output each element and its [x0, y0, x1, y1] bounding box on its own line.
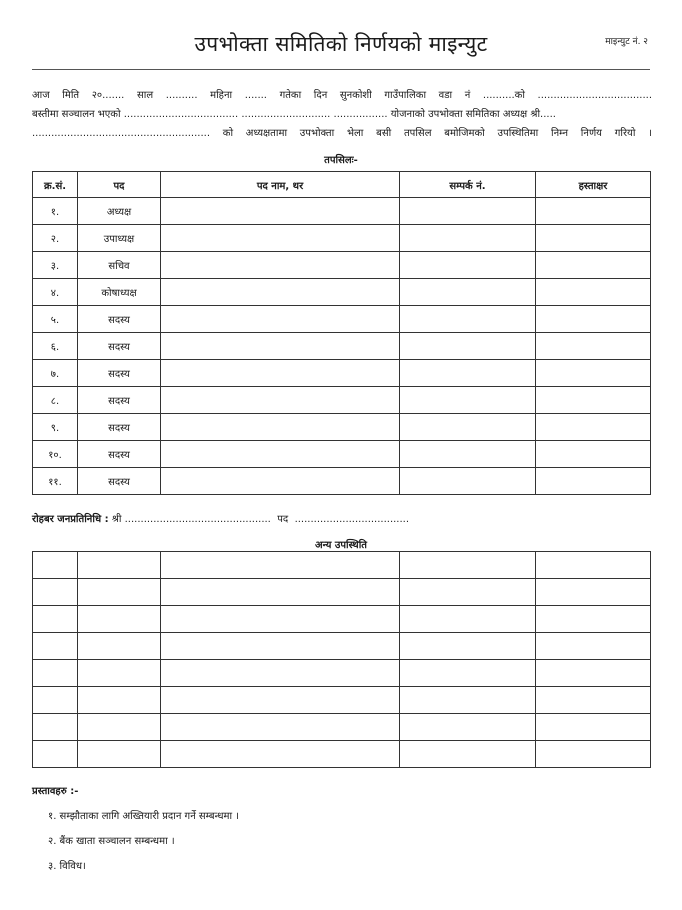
- row-contact-cell: [400, 387, 536, 414]
- intro-paragraph: [32, 86, 652, 143]
- table-row: [33, 468, 651, 495]
- row-post: सदस्य: [78, 306, 161, 333]
- empty-cell: [78, 552, 161, 579]
- proposal-item-3: ३. विविध।: [48, 861, 86, 872]
- table-row: [33, 279, 651, 306]
- table-row: [33, 198, 651, 225]
- minute-number: माइन्युट नं. २: [605, 37, 648, 47]
- table-row: [33, 606, 651, 633]
- row-name-cell: [161, 468, 400, 495]
- empty-cell: [33, 633, 78, 660]
- row-post: सदस्य: [78, 360, 161, 387]
- empty-cell: [536, 714, 651, 741]
- table-row: [33, 225, 651, 252]
- title-divider: [32, 69, 650, 70]
- row-sn: ४.: [33, 279, 78, 306]
- empty-cell: [33, 606, 78, 633]
- other-attendance-heading: अन्य उपस्थिति: [315, 540, 367, 551]
- row-sn: ६.: [33, 333, 78, 360]
- row-sn: १०.: [33, 441, 78, 468]
- empty-cell: [536, 606, 651, 633]
- witness-label: रोहबर जनप्रतिनिधि :: [32, 514, 109, 525]
- row-post: उपाध्यक्ष: [78, 225, 161, 252]
- row-post: अध्यक्ष: [78, 198, 161, 225]
- members-table-header: [33, 172, 651, 198]
- empty-cell: [536, 633, 651, 660]
- row-signature-cell: [536, 252, 651, 279]
- empty-cell: [33, 660, 78, 687]
- empty-cell: [400, 633, 536, 660]
- empty-cell: [400, 741, 536, 768]
- row-name-cell: [161, 279, 400, 306]
- row-sn: ५.: [33, 306, 78, 333]
- table-row: [33, 633, 651, 660]
- empty-cell: [78, 714, 161, 741]
- proposal-item-1: १. सम्झौताका लागि अख्तियारी प्रदान गर्ने सम्बन्धमा ।: [48, 811, 240, 822]
- intro-line-2: बस्तीमा सञ्चालन भएको .................................... ............................ ................. योजनाको उपभोक्ता समितिका अध्यक्ष श्री.....: [32, 109, 556, 120]
- row-post: सचिव: [78, 252, 161, 279]
- row-sn: ७.: [33, 360, 78, 387]
- row-name-cell: [161, 198, 400, 225]
- empty-cell: [78, 633, 161, 660]
- row-signature-cell: [536, 468, 651, 495]
- empty-cell: [161, 660, 400, 687]
- row-post: सदस्य: [78, 333, 161, 360]
- row-contact-cell: [400, 360, 536, 387]
- row-sn: ११.: [33, 468, 78, 495]
- table-row: [33, 579, 651, 606]
- table-row: [33, 360, 651, 387]
- empty-cell: [78, 660, 161, 687]
- header-post: पद: [78, 172, 161, 198]
- row-name-cell: [161, 360, 400, 387]
- intro-line-3: ........................................................ को अध्यक्षतामा उपभोक्ता भेला बसी तपसिल बमोजिमको उपस्थितिमा निम्न निर्णय गरियो ।: [32, 128, 652, 139]
- empty-cell: [161, 579, 400, 606]
- row-contact-cell: [400, 198, 536, 225]
- empty-cell: [400, 552, 536, 579]
- document-title: उपभोक्ता समितिको निर्णयको माइन्युट: [194, 32, 488, 56]
- row-contact-cell: [400, 306, 536, 333]
- empty-cell: [33, 579, 78, 606]
- row-signature-cell: [536, 333, 651, 360]
- empty-cell: [161, 552, 400, 579]
- row-name-cell: [161, 225, 400, 252]
- proposal-item-2: २. बैंक खाता सञ्चालन सम्बन्धमा ।: [48, 836, 175, 847]
- empty-cell: [161, 633, 400, 660]
- witness-post-label: पद: [277, 514, 289, 525]
- row-name-cell: [161, 333, 400, 360]
- row-post: सदस्य: [78, 441, 161, 468]
- row-name-cell: [161, 387, 400, 414]
- empty-cell: [78, 579, 161, 606]
- table-row: [33, 333, 651, 360]
- witness-post-dots: ....................................: [294, 514, 410, 525]
- row-signature-cell: [536, 441, 651, 468]
- row-signature-cell: [536, 414, 651, 441]
- witness-line: [32, 511, 409, 525]
- table-row: [33, 252, 651, 279]
- row-sn: १.: [33, 198, 78, 225]
- table-row: [33, 660, 651, 687]
- tapasil-heading: तपसिलः-: [324, 155, 358, 166]
- empty-cell: [536, 579, 651, 606]
- row-sn: २.: [33, 225, 78, 252]
- row-sn: ९.: [33, 414, 78, 441]
- header-contact: सम्पर्क नं.: [400, 172, 536, 198]
- row-sn: ८.: [33, 387, 78, 414]
- header-sn: क्र.सं.: [33, 172, 78, 198]
- empty-cell: [400, 714, 536, 741]
- row-sn: ३.: [33, 252, 78, 279]
- empty-cell: [78, 687, 161, 714]
- table-row: [33, 687, 651, 714]
- row-signature-cell: [536, 225, 651, 252]
- row-name-cell: [161, 414, 400, 441]
- table-row: [33, 714, 651, 741]
- table-row: [33, 741, 651, 768]
- empty-cell: [161, 606, 400, 633]
- row-post: कोषाध्यक्ष: [78, 279, 161, 306]
- empty-cell: [536, 660, 651, 687]
- row-name-cell: [161, 252, 400, 279]
- row-post: सदस्य: [78, 387, 161, 414]
- empty-cell: [33, 687, 78, 714]
- empty-cell: [78, 741, 161, 768]
- other-attendance-table: [32, 551, 651, 768]
- row-contact-cell: [400, 279, 536, 306]
- header-name: पद नाम, थर: [161, 172, 400, 198]
- row-signature-cell: [536, 360, 651, 387]
- header-signature: हस्ताक्षर: [536, 172, 651, 198]
- members-table: [32, 171, 651, 495]
- empty-cell: [33, 741, 78, 768]
- empty-cell: [400, 606, 536, 633]
- empty-cell: [161, 741, 400, 768]
- table-row: [33, 552, 651, 579]
- proposals-heading: प्रस्तावहरु :-: [32, 786, 79, 797]
- table-row: [33, 414, 651, 441]
- table-row: [33, 441, 651, 468]
- row-contact-cell: [400, 414, 536, 441]
- row-name-cell: [161, 441, 400, 468]
- empty-cell: [536, 741, 651, 768]
- empty-cell: [536, 687, 651, 714]
- row-contact-cell: [400, 225, 536, 252]
- empty-cell: [33, 552, 78, 579]
- table-row: [33, 306, 651, 333]
- row-name-cell: [161, 306, 400, 333]
- row-signature-cell: [536, 279, 651, 306]
- row-contact-cell: [400, 333, 536, 360]
- empty-cell: [400, 660, 536, 687]
- empty-cell: [400, 687, 536, 714]
- empty-cell: [400, 579, 536, 606]
- empty-cell: [78, 606, 161, 633]
- row-signature-cell: [536, 198, 651, 225]
- empty-cell: [161, 714, 400, 741]
- empty-cell: [161, 687, 400, 714]
- intro-line-1: आज मिति २०....... साल .......... महिना ....... गतेका दिन सुनकोशी गाउँपालिका वडा नं ..........को ....................................: [32, 90, 652, 101]
- row-contact-cell: [400, 252, 536, 279]
- empty-cell: [536, 552, 651, 579]
- witness-shree: श्री ..............................................: [111, 514, 271, 525]
- row-post: सदस्य: [78, 414, 161, 441]
- row-signature-cell: [536, 306, 651, 333]
- row-contact-cell: [400, 468, 536, 495]
- row-signature-cell: [536, 387, 651, 414]
- table-row: [33, 387, 651, 414]
- row-post: सदस्य: [78, 468, 161, 495]
- empty-cell: [33, 714, 78, 741]
- row-contact-cell: [400, 441, 536, 468]
